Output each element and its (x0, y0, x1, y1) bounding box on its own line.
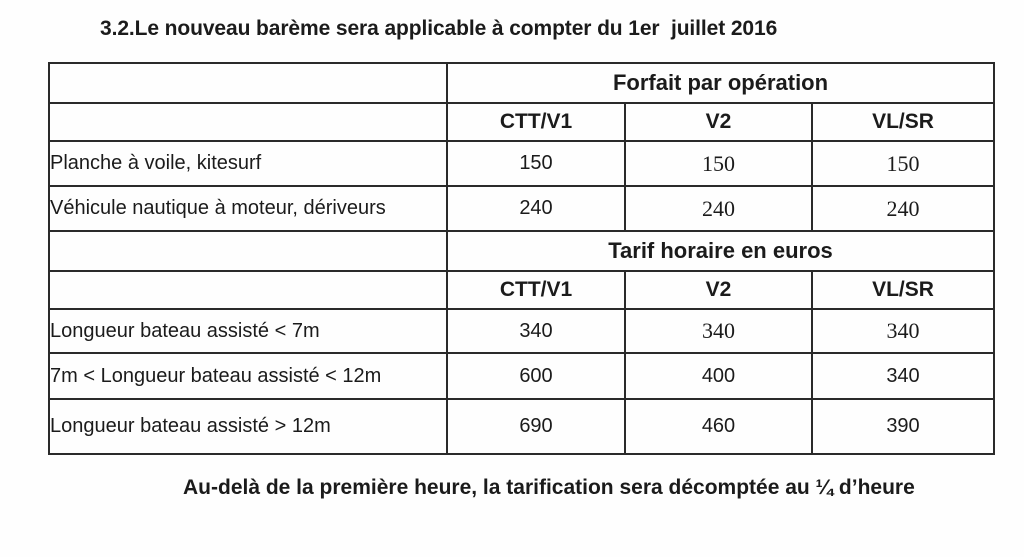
column-header: VL/SR (812, 103, 994, 141)
row-label: Longueur bateau assisté > 12m (49, 399, 447, 454)
value-cell: 150 (447, 141, 625, 186)
column-header: V2 (625, 271, 812, 309)
column-header: V2 (625, 103, 812, 141)
footer-note: Au-delà de la première heure, la tarification sera décomptée au ¼ d’heure (183, 476, 915, 499)
value-cell: 240 (625, 186, 812, 231)
value-cell: 690 (447, 399, 625, 454)
tariff-table (48, 62, 995, 455)
empty-cell (49, 103, 447, 141)
empty-cell (49, 63, 447, 103)
row-label: Planche à voile, kitesurf (49, 141, 447, 186)
table-row (49, 309, 994, 353)
column-header-row (49, 271, 994, 309)
document-page (0, 17, 1024, 557)
table-row (49, 353, 994, 399)
empty-cell (49, 271, 447, 309)
value-cell: 460 (625, 399, 812, 454)
column-header-row (49, 103, 994, 141)
value-cell: 340 (447, 309, 625, 353)
section-header-row (49, 63, 994, 103)
empty-cell (49, 231, 447, 271)
table-row (49, 186, 994, 231)
table-row (49, 399, 994, 454)
column-header: CTT/V1 (447, 103, 625, 141)
row-label: Longueur bateau assisté < 7m (49, 309, 447, 353)
value-cell: 240 (812, 186, 994, 231)
section-heading: 3.2.Le nouveau barème sera applicable à compter du 1er juillet 2016 (100, 17, 778, 40)
value-cell: 340 (812, 309, 994, 353)
section-title: Forfait par opération (447, 63, 994, 103)
value-cell: 150 (812, 141, 994, 186)
value-cell: 240 (447, 186, 625, 231)
value-cell: 390 (812, 399, 994, 454)
value-cell: 600 (447, 353, 625, 399)
table-row (49, 141, 994, 186)
value-cell: 340 (625, 309, 812, 353)
row-label: 7m < Longueur bateau assisté < 12m (49, 353, 447, 399)
column-header: VL/SR (812, 271, 994, 309)
value-cell: 400 (625, 353, 812, 399)
value-cell: 150 (625, 141, 812, 186)
column-header: CTT/V1 (447, 271, 625, 309)
section-header-row (49, 231, 994, 271)
value-cell: 340 (812, 353, 994, 399)
row-label: Véhicule nautique à moteur, dériveurs (49, 186, 447, 231)
section-title: Tarif horaire en euros (447, 231, 994, 271)
